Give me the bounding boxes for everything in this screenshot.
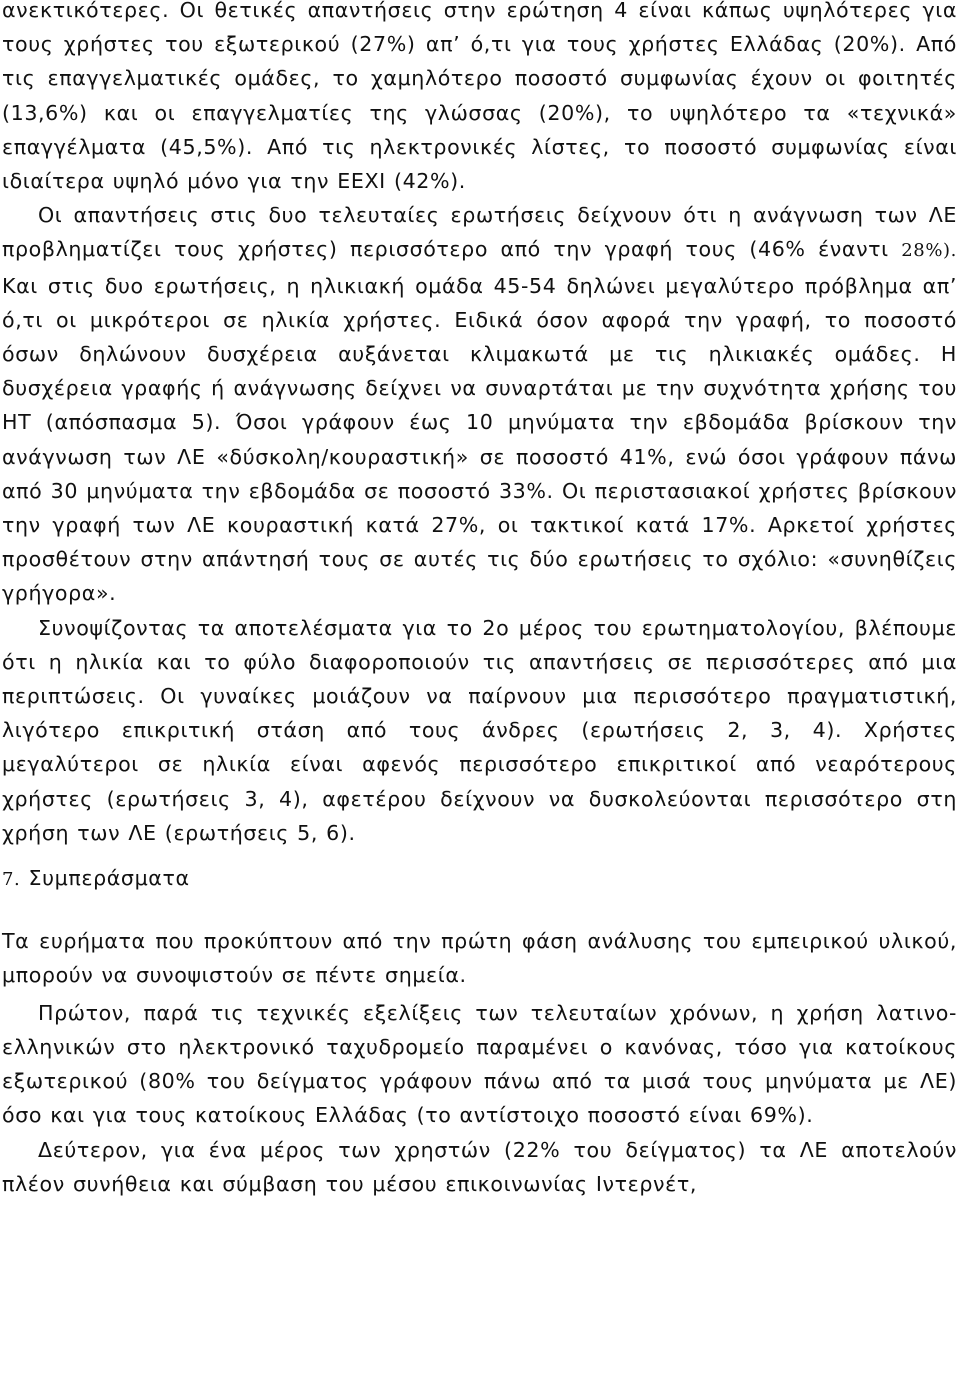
section-number: 7.	[2, 869, 21, 891]
paragraph-summary: Συνοψίζοντας τα αποτελέσματα για το 2ο μέρος του ερωτηματολογίου, βλέπουμε ότι η ηλικία και το φύλο διαφοροποιούν τις απαντήσεις σε περισσότερες από μια περιπτώσεις. Οι γυναίκες μοιάζουν να παίρνουν μια περισσότερο πραγματιστική, λιγότερο επικριτική στάση από τους άνδρες (ερωτήσεις 2, 3, 4). Χρήστες μεγαλύτεροι σε ηλικία είναι αφενός περισσότερο επικριτικοί από νεαρότερους χρήστες (ερωτήσεις 3, 4), αφετέρου δείχνουν να δυσκολεύονται περισσότερο στη χρήση των ΛΕ (ερωτήσεις 5, 6).	[2, 615, 957, 845]
paragraph-conclusions-intro: Τα ευρήματα που προκύπτουν από την πρώτη φάση ανάλυσης του εμπειρικού υλικού, μπορούν να συνοψιστούν σε πέντε σημεία.	[2, 929, 957, 988]
paragraph-results-continued: ανεκτικότερες. Οι θετικές απαντήσεις στην ερώτηση 4 είναι κάπως υψηλότερες για τους χρήστες του εξωτερικού (27%) απ’ ό,τι για τους χρήστες Ελλάδας (20%). Από τις επαγγελματικές ομάδες, το χαμηλότερο ποσοστό συμφωνίας έχουν οι φοιτητές (13,6%) και οι επαγγελματίες της γλώσσας (20%), το υψηλότερο τα «τεχνικά» επαγγέλματα (45,5%). Από τις ηλεκτρονικές λίστες, το ποσοστό συμφωνίας είναι ιδιαίτερα υψηλό μόνο για την EEXI (42%).	[2, 0, 957, 194]
paragraph-reading-writing	[2, 198, 957, 610]
paragraph-reading-writing-percent: 28%).	[901, 240, 957, 262]
paragraph-reading-writing-part-c: Και στις δυο ερωτήσεις, η ηλικιακή ομάδα 45-54 δηλώνει μεγαλύτερο πρόβλημα απ’ ό,τι οι μικρότεροι σε ηλικία χρήστες. Ειδικά όσον αφορά την γραφή, το ποσοστό όσων δηλώνουν δυσχέρεια αυξάνεται κλιμακωτά με τις ηλικιακές ομάδες. Η δυσχέρεια γραφής ή ανάγνωσης δείχνει να συναρτάται με την συχνότητα χρήσης του ΗΤ (απόσπασμα 5). Όσοι γράφουν έως 10 μηνύματα την εβδομάδα βρίσκουν την ανάγνωση των ΛΕ «δύσκολη/κουραστική» σε ποσοστό 41%, ενώ όσοι γράφουν πάνω από 30 μηνύματα την εβδομάδα σε ποσοστό 33%. Οι περιστασιακοί χρήστες βρίσκουν την γραφή των ΛΕ κουραστική κατά 27%, οι τακτικοί κατά 17%. Αρκετοί χρήστες προσθέτουν στην απάντησή τους σε αυτές τις δύο ερωτήσεις το σχόλιο: «συνηθίζεις γρήγορα».	[2, 273, 957, 606]
section-heading	[2, 861, 957, 897]
paragraph-conclusion-first: Πρώτον, παρά τις τεχνικές εξελίξεις των τελευταίων χρόνων, η χρήση λατινο-ελληνικών στο ηλεκτρονικό ταχυδρομείο παραμένει ο κανόνας, τόσο για κατοίκους εξωτερικού (80% του δείγματος γράφουν πάνω από τα μισά τους μηνύματα με ΛΕ) όσο και για τους κατοίκους Ελλάδας (το αντίστοιχο ποσοστό είναι 69%).	[2, 1000, 957, 1128]
section-title: Συμπεράσματα	[20, 866, 190, 891]
paragraph-reading-writing-part-a: Οι απαντήσεις στις δυο τελευταίες ερωτήσεις δείχνουν ότι η ανάγνωση των ΛΕ προβληματίζει τους χρήστες) περισσότερο από την γραφή τους (46% έναντι	[2, 203, 957, 262]
paragraph-conclusion-second: Δεύτερον, για ένα μέρος των χρηστών (22% του δείγματος) τα ΛΕ αποτελούν πλέον συνήθεια και σύμβαση του μέσου επικοινωνίας Ιντερνέτ,	[2, 1137, 957, 1196]
